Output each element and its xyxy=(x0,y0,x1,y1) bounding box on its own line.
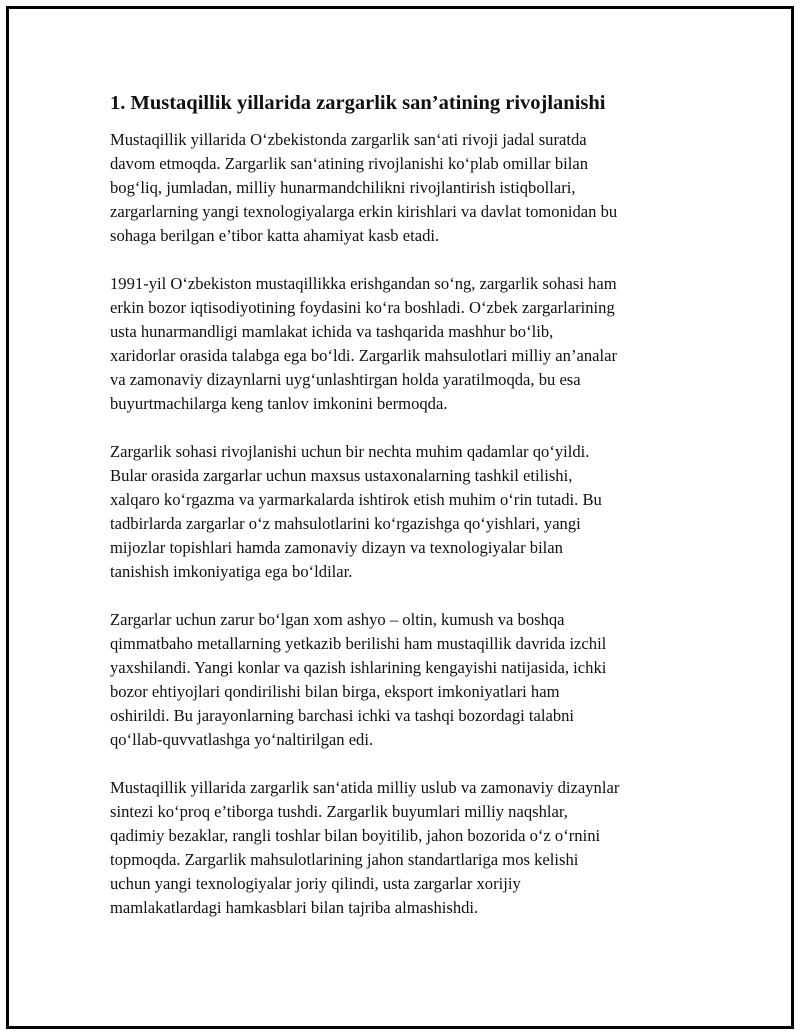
paragraph-line: mijozlar topishlari hamda zamonaviy dizayn va texnologiyalar bilan xyxy=(110,538,563,557)
paragraph-line: bozor ehtiyojlari qondirilishi bilan birga, eksport imkoniyatlari ham xyxy=(110,682,560,701)
paragraph-3 xyxy=(110,440,692,584)
paragraph-4 xyxy=(110,608,692,752)
paragraph-1 xyxy=(110,128,692,248)
paragraph-line: davom etmoqda. Zargarlik san‘atining rivojlanishi ko‘plab omillar bilan xyxy=(110,154,589,173)
paragraph-line: Zargarlik sohasi rivojlanishi uchun bir nechta muhim qadamlar qo‘yildi. xyxy=(110,442,590,461)
paragraph-line: topmoqda. Zargarlik mahsulotlarining jahon standartlariga mos kelishi xyxy=(110,850,579,869)
section-heading: 1. Mustaqillik yillarida zargarlik san’atining rivojlanishi xyxy=(110,92,606,114)
paragraph-line: yaxshilandi. Yangi konlar va qazish ishlarining kengayishi natijasida, ichki xyxy=(110,658,607,677)
paragraph-line: qadimiy bezaklar, rangli toshlar bilan boyitilib, jahon bozorida o‘z o‘rnini xyxy=(110,826,601,845)
paragraph-line: mamlakatlardagi hamkasblari bilan tajriba almashishdi. xyxy=(110,898,479,917)
paragraph-line: zargarlarning yangi texnologiyalarga erkin kirishlari va davlat tomonidan bu xyxy=(110,202,618,221)
paragraph-5 xyxy=(110,776,692,920)
paragraph-line: xalqaro ko‘rgazma va yarmarkalarda ishtirok etish muhim o‘rin tutadi. Bu xyxy=(110,490,602,509)
paragraph-line: sohaga berilgan e’tibor katta ahamiyat kasb etadi. xyxy=(110,226,440,245)
document-body xyxy=(110,90,692,944)
paragraph-line: 1991-yil O‘zbekiston mustaqillikka erishgandan so‘ng, zargarlik sohasi ham xyxy=(110,274,617,293)
paragraph-line: oshirildi. Bu jarayonlarning barchasi ichki va tashqi bozordagi talabni xyxy=(110,706,575,725)
paragraph-line: bog‘liq, jumladan, milliy hunarmandchilikni rivojlantirish istiqbollari, xyxy=(110,178,576,197)
paragraph-line: usta hunarmandligi mamlakat ichida va tashqarida mashhur bo‘lib, xyxy=(110,322,554,341)
paragraph-line: va zamonaviy dizaynlarni uyg‘unlashtirgan holda yaratilmoqda, bu esa xyxy=(110,370,581,389)
paragraph-line: tanishish imkoniyatiga ega bo‘ldilar. xyxy=(110,562,353,581)
paragraph-line: qo‘llab-quvvatlashga yo‘naltirilgan edi. xyxy=(110,730,374,749)
paragraph-line: uchun yangi texnologiyalar joriy qilindi, usta zargarlar xorijiy xyxy=(110,874,521,893)
paragraph-line: Mustaqillik yillarida O‘zbekistonda zargarlik san‘ati rivoji jadal suratda xyxy=(110,130,587,149)
paragraph-line: Zargarlar uchun zarur bo‘lgan xom ashyo – oltin, kumush va boshqa xyxy=(110,610,565,629)
paragraph-line: Bular orasida zargarlar uchun maxsus ustaxonalarning tashkil etilishi, xyxy=(110,466,573,485)
paragraph-line: xaridorlar orasida talabga ega bo‘ldi. Zargarlik mahsulotlari milliy an’analar xyxy=(110,346,617,365)
paragraph-line: Mustaqillik yillarida zargarlik san‘atida milliy uslub va zamonaviy dizaynlar xyxy=(110,778,620,797)
paragraph-line: sintezi ko‘proq e’tiborga tushdi. Zargarlik buyumlari milliy naqshlar, xyxy=(110,802,568,821)
paragraph-line: tadbirlarda zargarlar o‘z mahsulotlarini ko‘rgazishga qo‘yishlari, yangi xyxy=(110,514,581,533)
paragraph-line: buyurtmachilarga keng tanlov imkonini bermoqda. xyxy=(110,394,448,413)
paragraph-2 xyxy=(110,272,692,416)
paragraph-line: erkin bozor iqtisodiyotining foydasini ko‘ra boshladi. O‘zbek zargarlarining xyxy=(110,298,615,317)
paragraph-line: qimmatbaho metallarning yetkazib berilishi ham mustaqillik davrida izchil xyxy=(110,634,607,653)
